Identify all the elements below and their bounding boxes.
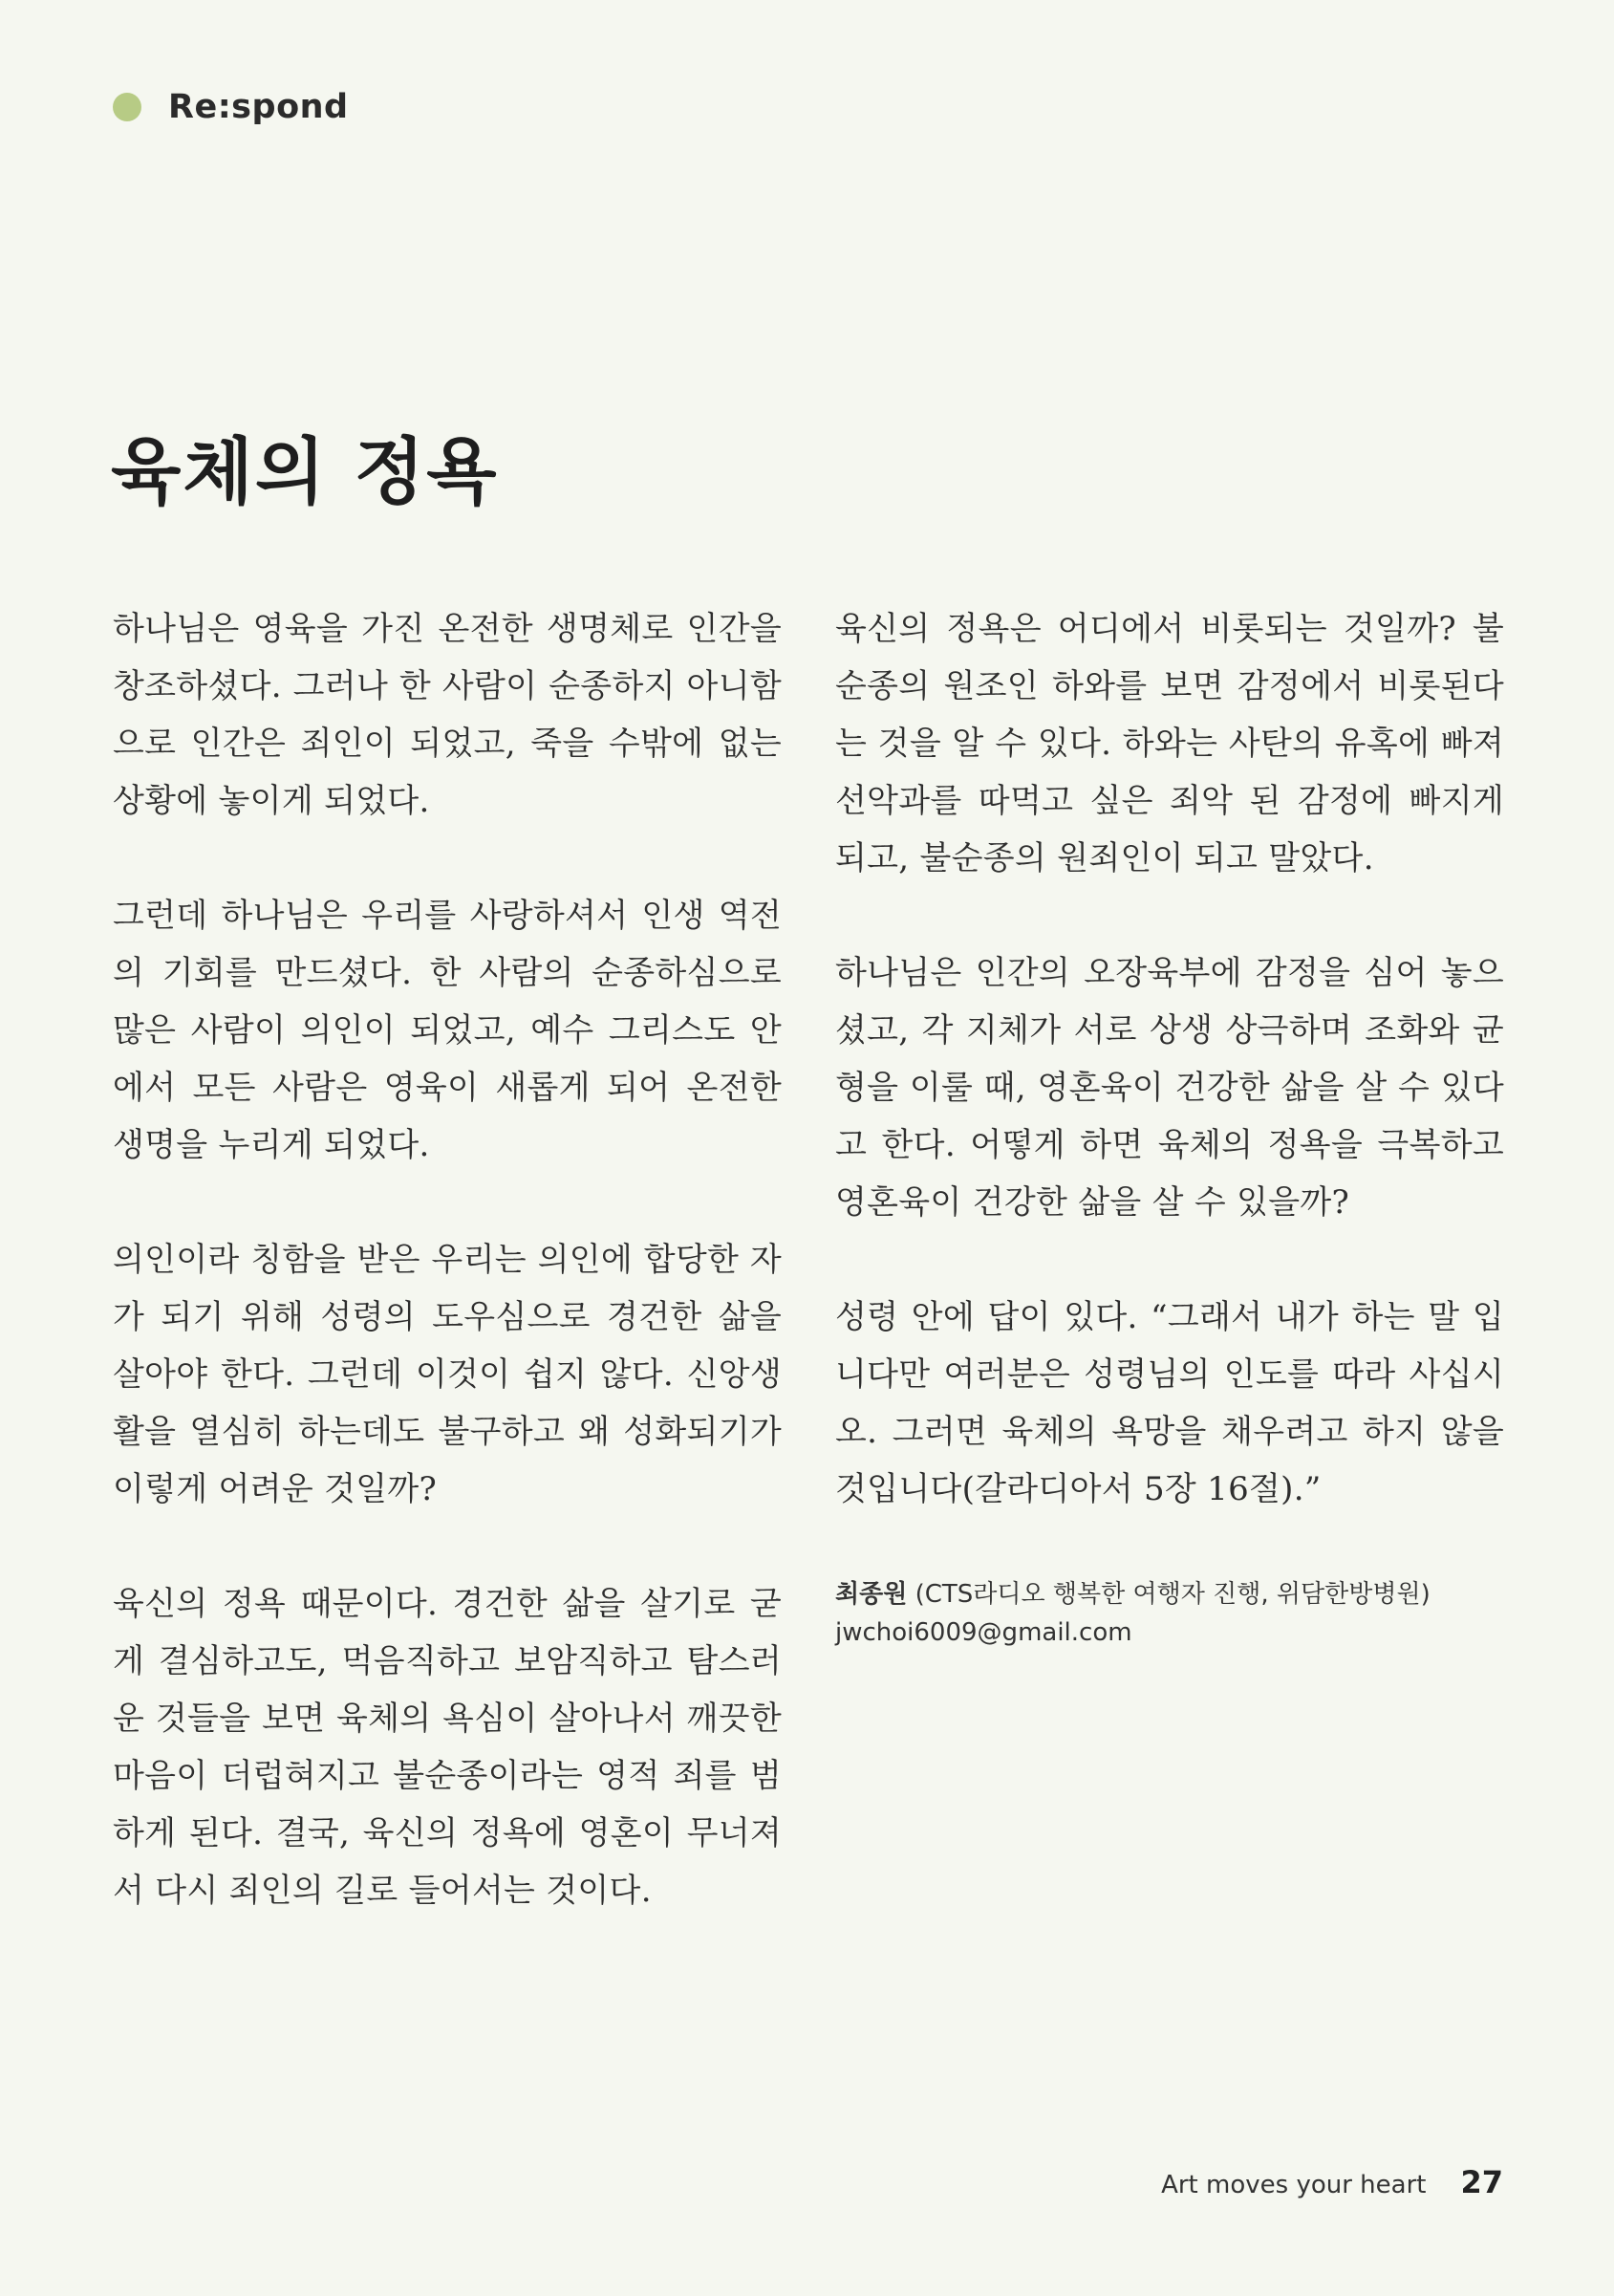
author-affiliation: (CTS라디오 행복한 여행자 진행, 위담한방병원) [915,1580,1431,1609]
footer-tagline: Art moves your heart [1161,2171,1427,2199]
left-column [113,600,782,1977]
author-email: jwchoi6009@gmail.com [835,1618,1132,1647]
paragraph: 의인이라 칭함을 받은 우리는 의인에 합당한 자가 되기 위해 성령의 도우심으로 경건한 삶을 살아야 한다. 그런데 이것이 쉽지 않다. 신앙생활을 열심히 하는데도 불구하고 왜 성화되기가 이렇게 어려운 것일까? [113,1241,782,1508]
author-info [835,1575,1504,1652]
section-header [113,88,349,126]
page-number: 27 [1460,2164,1503,2200]
section-label: Re:spond [168,88,349,126]
paragraph: 그런데 하나님은 우리를 사랑하셔서 인생 역전의 기회를 만드셨다. 한 사람의 순종하심으로 많은 사람이 의인이 되었고, 예수 그리스도 안에서 모든 사람은 영육이 새롭게 되어 온전한 생명을 누리게 되었다. [113,897,782,1164]
paragraph: 하나님은 영육을 가진 온전한 생명체로 인간을 창조하셨다. 그러나 한 사람이 순종하지 아니함으로 인간은 죄인이 되었고, 죽을 수밖에 없는 상황에 놓이게 되었다. [113,610,782,820]
article-title: 육체의 정욕 [111,429,499,514]
paragraph: 성령 안에 답이 있다. “그래서 내가 하는 말 입니다만 여러분은 성령님의 인도를 따라 사십시오. 그러면 육체의 욕망을 채우려고 하지 않을 것입니다(갈라디아서 5장 16절).” [835,1298,1504,1508]
paragraph: 하나님은 인간의 오장육부에 감정을 심어 놓으셨고, 각 지체가 서로 상생 상극하며 조화와 균형을 이룰 때, 영혼육이 건강한 삶을 살 수 있다고 한다. 어떻게 하면 육체의 정욕을 극복하고 영혼육이 건강한 삶을 살 수 있을까? [835,954,1504,1222]
paragraph: 육신의 정욕은 어디에서 비롯되는 것일까? 불순종의 원조인 하와를 보면 감정에서 비롯된다는 것을 알 수 있다. 하와는 사탄의 유혹에 빠져 선악과를 따먹고 싶은 죄악 된 감정에 빠지게 되고, 불순종의 원죄인이 되고 말았다. [835,610,1504,877]
paragraph: 육신의 정욕 때문이다. 경건한 삶을 살기로 굳게 결심하고도, 먹음직하고 보암직하고 탐스러운 것들을 보면 육체의 욕심이 살아나서 깨끗한 마음이 더럽혀지고 불순종이라는 영적 죄를 범하게 된다. 결국, 육신의 정욕에 영혼이 무너져서 다시 죄인의 길로 들어서는 것이다. [113,1585,782,1910]
bullet-dot-icon [113,93,141,121]
page-footer [1161,2164,1503,2200]
author-name: 최종원 [835,1580,908,1609]
right-column [835,600,1504,1652]
